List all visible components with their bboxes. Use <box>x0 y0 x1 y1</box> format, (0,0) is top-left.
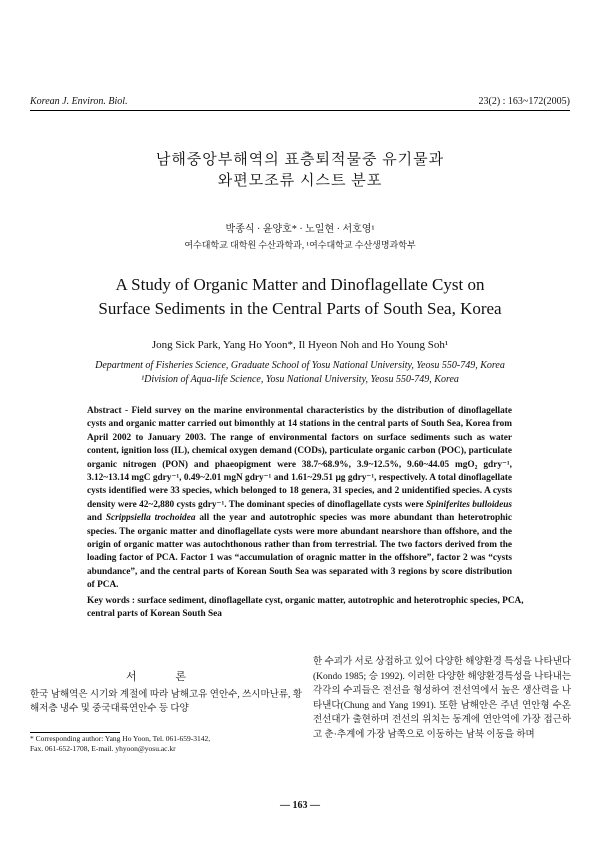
footnote-line1: * Corresponding author: Yang Ho Yoon, Tel. 061-659-3142, <box>30 734 211 743</box>
page-number: — 163 — <box>280 800 320 811</box>
english-title-line1: A Study of Organic Matter and Dinoflagellate Cyst on <box>115 275 485 294</box>
body-text-left-column: 한국 남해역은 시기와 계절에 따라 남해고유 연안수, 쓰시마난류, 황해저층 냉수 및 중국대륙연안수 등 다양 <box>30 690 302 714</box>
species-name: Scrippsiella trochoidea <box>105 513 196 524</box>
running-header <box>30 96 570 111</box>
korean-authors: 박종식 · 윤양호* · 노일현 · 서호영¹ <box>225 224 375 235</box>
footnote-divider <box>30 732 120 733</box>
abstract-text-continued: all the year and autotrophic species was more abundant than heterotrophic species. The organic matter and dinoflagellate cysts were more abundant nearshore than offshore, and the origin of organic matter was autochthonous rather than from terrestrial. The two factors derived from the loading factor of PCA. Factor 1 was “accumulation of oragnic matter in the offshore”, factor 2 was “cysts abundance”, and the central parts of Korean South Sea was separated with 3 regions by score distribution of PCA. <box>87 513 512 591</box>
footnote-line2: Fax. 061-652-1708, E-mail. yhyoon@yosu.ac.kr <box>30 744 176 753</box>
english-title-line2: Surface Sediments in the Central Parts of South Sea, Korea <box>98 299 502 318</box>
korean-title-line1: 남해중앙부해역의 표층퇴적물중 유기물과 <box>155 152 445 168</box>
abstract <box>87 405 512 593</box>
english-authors: Jong Sick Park, Yang Ho Yoon*, Il Hyeon Noh and Ho Young Soh¹ <box>151 339 449 351</box>
affiliation-line2: ¹Division of Aqua-life Science, Yosu National University, Yeosu 550-749, Korea <box>141 374 459 385</box>
english-title <box>0 273 600 321</box>
body-text-right-column: 한 수괴가 서로 상접하고 있어 다양한 해양환경 특성을 나타낸다(Kondo 1985; 승 1992). 이러한 다양한 해양환경특성을 나타내는 각각의 수괴들은 전선을 형성하여 전선역에서 높은 생산력을 나타낸다(Chung and Yang 1991). 또한 남해안은 주년 연안형 수온 전선대가 출현하며 전선의 위치는 동계에 연안역에 가장 접근하고 춘·추계에 가장 남쪽으로 이동하는 남북 이동을 하며 <box>313 657 571 740</box>
affiliation-line1: Department of Fisheries Science, Graduate School of Yosu National University, Yeosu 550-749, Korea <box>95 360 505 371</box>
footnote <box>30 734 302 754</box>
abstract-label: Abstract <box>87 406 122 416</box>
section-heading-introduction: 서 론 <box>125 671 204 683</box>
keywords-label: Key words : <box>87 596 138 606</box>
abstract-conjunction: and <box>87 513 106 524</box>
korean-title <box>0 150 600 192</box>
keywords-text: surface sediment, dinoflagellate cyst, organic matter, autotrophic and heterotrophic species, PCA, central parts of Korean South Sea <box>87 596 524 620</box>
species-name: Spiniferites bulloideus <box>425 499 512 510</box>
abstract-text: - Field survey on the marine environmental characteristics by the distribution of dinoflagellate cysts and organic matter carried out bimonthly at 14 stations in the central parts of South Sea, Korea from April 2002 to January 2003. The range of environmental factors on surface sediments such as water content, ignition loss (IL), chemical oxygen demand (CODs), particulate organic carbon (POC), particulate organic nitrogen (PON) and phaeopigment were 38.7~68.9%, 3.9~12.5%, 9.60~44.05 mgO₂ gdry⁻¹, 3.12~13.14 mgC gdry⁻¹, 0.49~2.01 mgN gdry⁻¹ and 1.61~29.51 µg gdry⁻¹, respectively. A total dinoflagellate cysts identified were 33 species, which belonged to 18 genera, 31 species, and 2 unidentified species. A cysts density were 42~2,880 cysts gdry⁻¹. The dominant species of dinoflagellate cysts were <box>87 406 512 510</box>
korean-title-line2: 와편모조류 시스트 분포 <box>217 173 383 189</box>
citation: 23(2) : 163~172(2005) <box>478 96 570 107</box>
english-affiliation <box>0 359 600 387</box>
journal-name: Korean J. Environ. Biol. <box>30 96 128 107</box>
korean-affiliation: 여수대학교 대학원 수산과학과, ¹여수대학교 수산생명과학부 <box>184 240 416 250</box>
keywords <box>87 595 530 622</box>
